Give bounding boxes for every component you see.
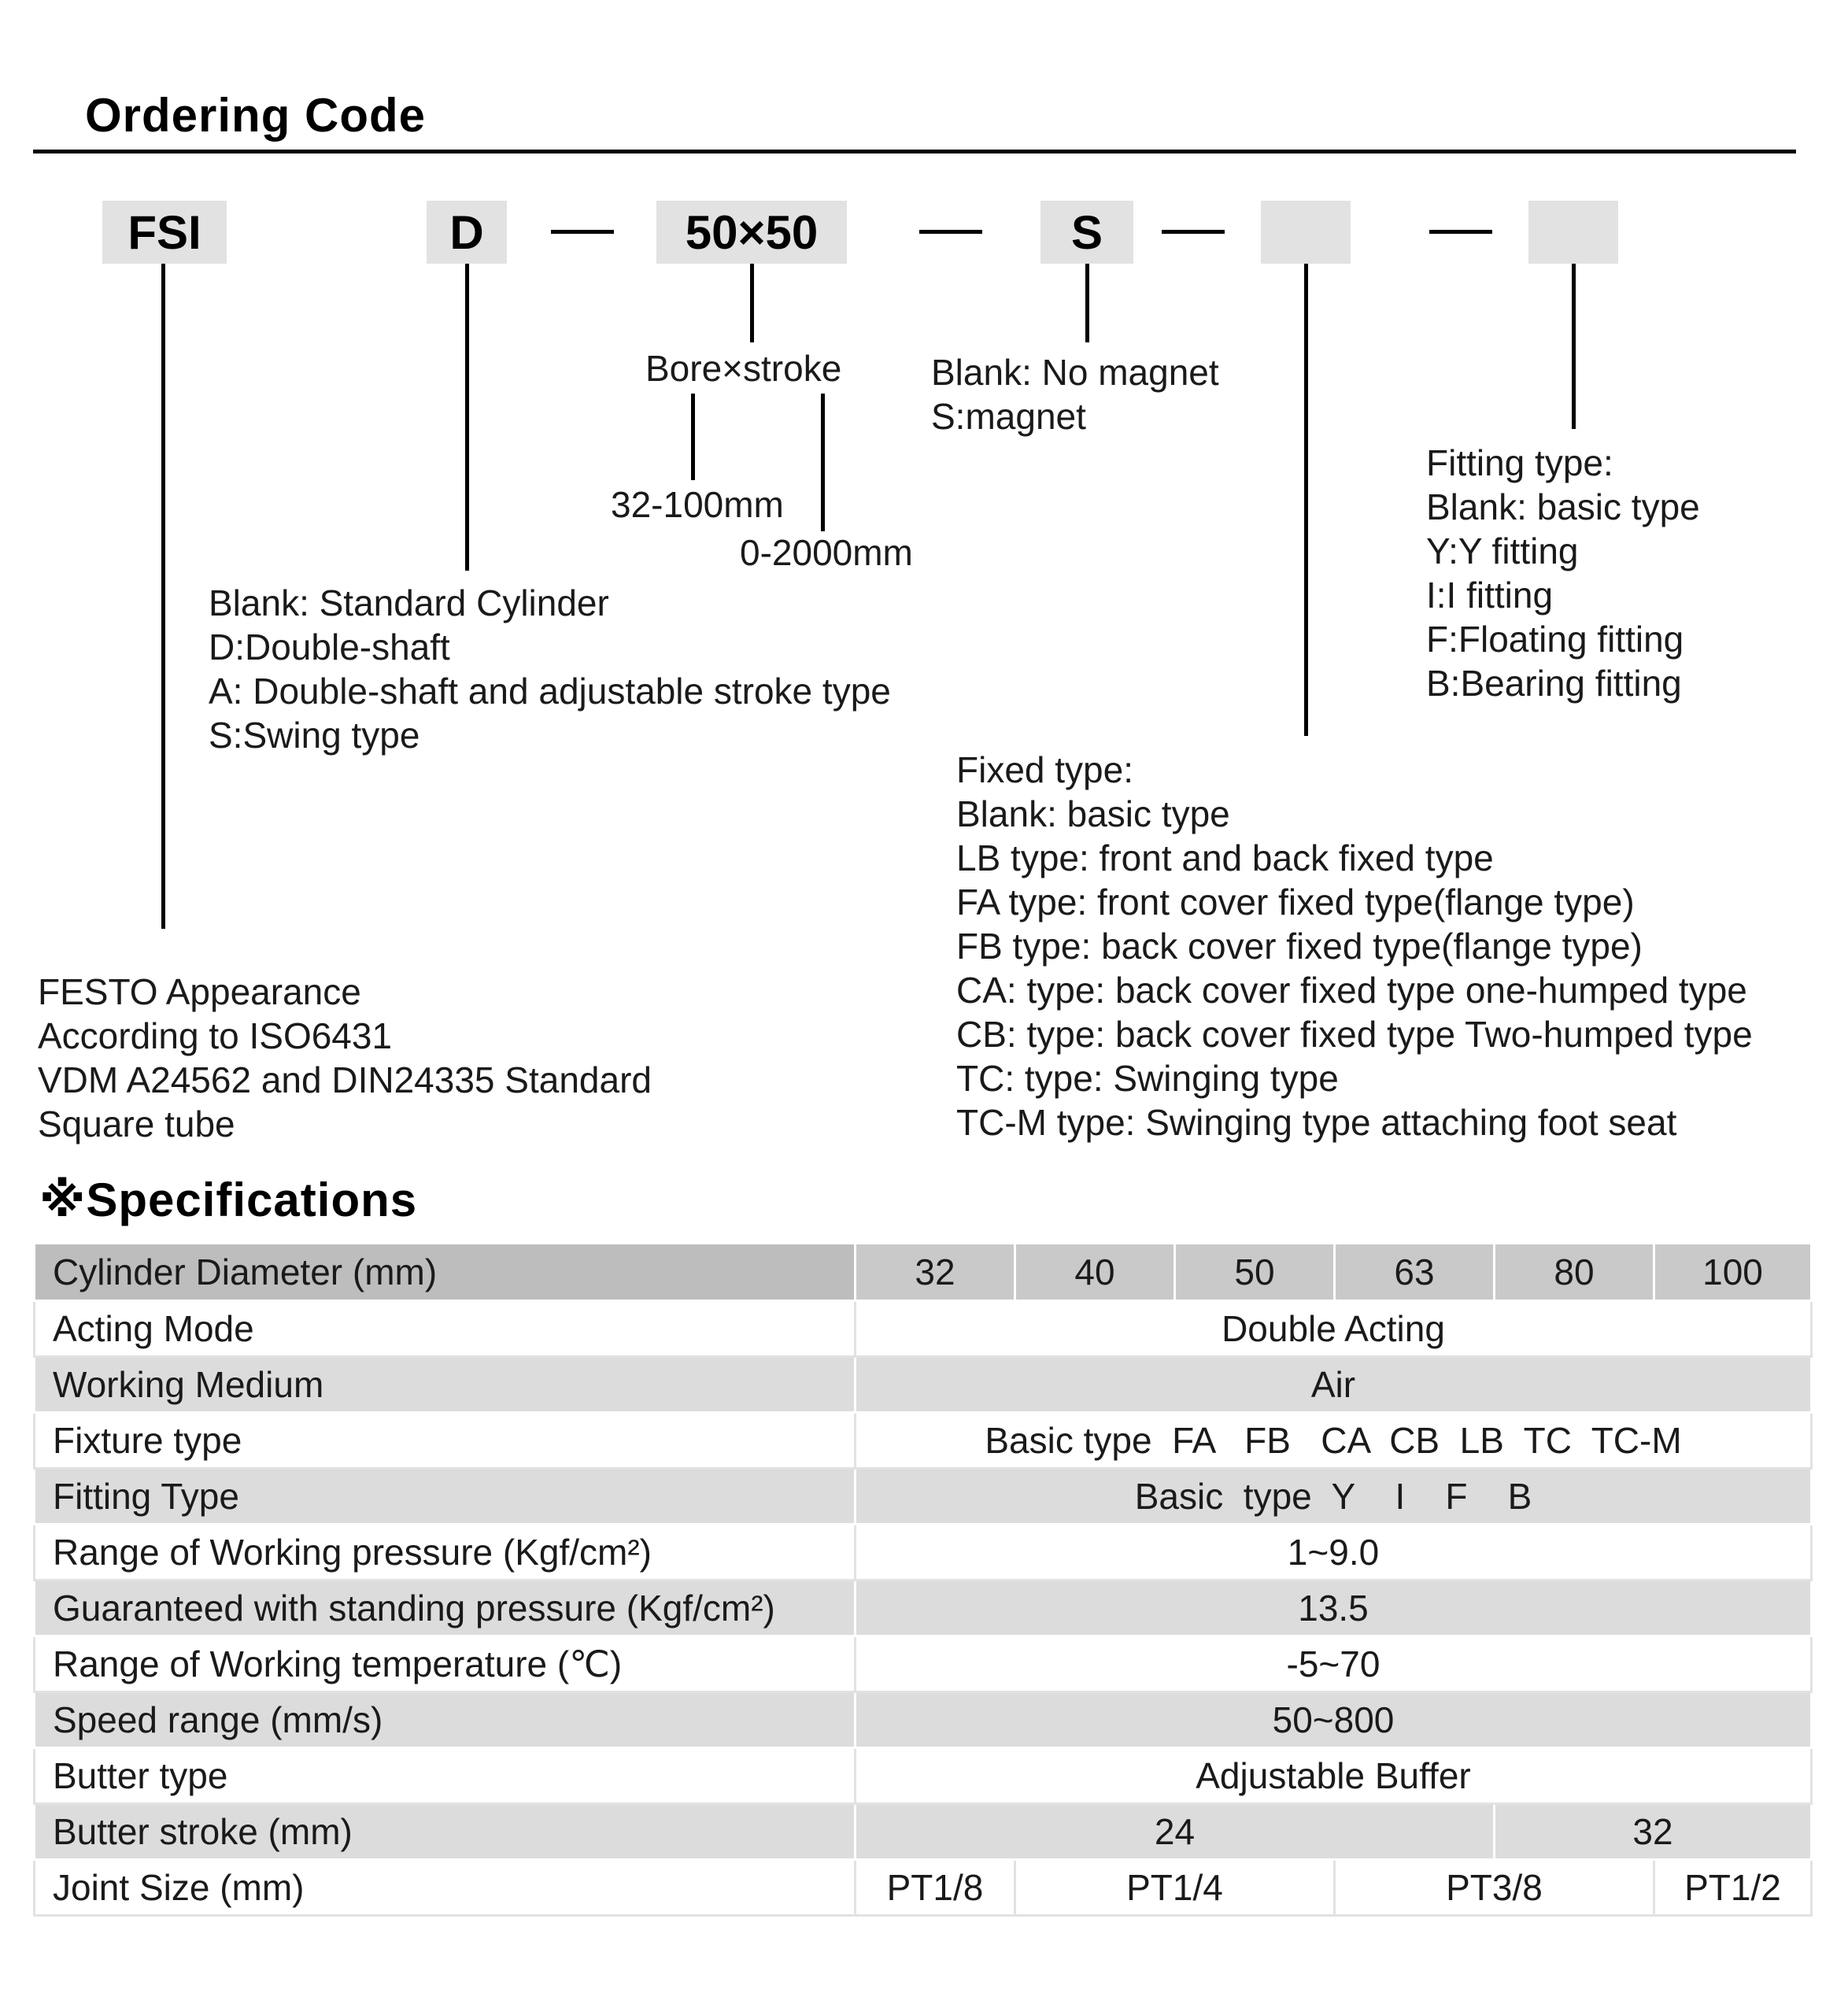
row-label: Fixture type — [35, 1413, 856, 1469]
row-value: PT1/2 — [1654, 1860, 1812, 1916]
fixed-type-option: TC-M type: Swinging type attaching foot seat — [956, 1102, 1677, 1143]
row-value: Basic type FA FB CA CB LB TC TC-M — [856, 1413, 1812, 1469]
row-value: 32 — [1495, 1804, 1812, 1860]
leader-line-fitting-type — [1572, 264, 1576, 429]
series-line: VDM A24562 and DIN24335 Standard — [38, 1059, 652, 1100]
table-row — [35, 1748, 1812, 1804]
header-label: Cylinder Diameter (mm) — [35, 1244, 856, 1301]
cylinder-type-option: D:Double-shaft — [209, 627, 450, 667]
leader-line-fixed-type — [1304, 264, 1308, 736]
table-row — [35, 1525, 1812, 1581]
diameter-cell: 50 — [1175, 1244, 1335, 1301]
fixed-type-option: FB type: back cover fixed type(flange type) — [956, 926, 1643, 967]
leader-line-magnet — [1085, 264, 1089, 342]
title-underline — [33, 150, 1796, 153]
table-row — [35, 1692, 1812, 1748]
row-label: Speed range (mm/s) — [35, 1692, 856, 1748]
code-box-fixed-type — [1261, 201, 1351, 264]
diameter-cell: 80 — [1495, 1244, 1654, 1301]
row-value: Air — [856, 1357, 1812, 1413]
fitting-type-heading: Fitting type: — [1426, 442, 1613, 483]
fitting-type-option: F:Floating fitting — [1426, 619, 1684, 660]
row-value: Adjustable Buffer — [856, 1748, 1812, 1804]
row-value: PT3/8 — [1335, 1860, 1654, 1916]
row-label: Butter type — [35, 1748, 856, 1804]
row-value: -5~70 — [856, 1636, 1812, 1692]
fixed-type-option: FA type: front cover fixed type(flange type) — [956, 882, 1635, 922]
series-line: Square tube — [38, 1104, 235, 1144]
row-label: Fitting Type — [35, 1469, 856, 1525]
specifications-title: ※Specifications — [39, 1174, 418, 1226]
table-row — [35, 1301, 1812, 1357]
code-dash — [551, 230, 614, 234]
row-label: Butter stroke (mm) — [35, 1804, 856, 1860]
row-value: Double Acting — [856, 1301, 1812, 1357]
row-label: Range of Working pressure (Kgf/cm²) — [35, 1525, 856, 1581]
magnet-option: Blank: No magnet — [931, 352, 1219, 393]
code-box-magnet: S — [1040, 201, 1133, 264]
table-row — [35, 1469, 1812, 1525]
bore-stroke-label: Bore×stroke — [645, 348, 842, 389]
series-line: According to ISO6431 — [38, 1015, 393, 1056]
fixed-type-heading: Fixed type: — [956, 749, 1133, 790]
diameter-cell: 100 — [1654, 1244, 1812, 1301]
series-line: FESTO Appearance — [38, 971, 361, 1012]
leader-line-stroke — [821, 394, 825, 531]
cylinder-type-option: S:Swing type — [209, 715, 420, 756]
code-box-size: 50×50 — [656, 201, 847, 264]
cylinder-type-options — [209, 581, 891, 757]
code-dash — [1429, 230, 1492, 234]
code-box-series: FSI — [102, 201, 227, 264]
diameter-cell: 63 — [1335, 1244, 1495, 1301]
row-value: 50~800 — [856, 1692, 1812, 1748]
code-dash — [919, 230, 982, 234]
row-label: Working Medium — [35, 1357, 856, 1413]
table-row — [35, 1357, 1812, 1413]
series-description — [38, 970, 652, 1146]
row-value: PT1/4 — [1015, 1860, 1335, 1916]
table-header-row — [35, 1244, 1812, 1301]
fixed-type-option: CA: type: back cover fixed type one-humped type — [956, 970, 1747, 1011]
code-box-fitting-type — [1528, 201, 1618, 264]
fixed-type-option: CB: type: back cover fixed type Two-humped type — [956, 1014, 1753, 1055]
row-value: 13.5 — [856, 1581, 1812, 1636]
table-row — [35, 1581, 1812, 1636]
row-label: Joint Size (mm) — [35, 1860, 856, 1916]
row-label: Guaranteed with standing pressure (Kgf/cm²) — [35, 1581, 856, 1636]
code-dash — [1162, 230, 1225, 234]
row-value: PT1/8 — [856, 1860, 1015, 1916]
row-label: Acting Mode — [35, 1301, 856, 1357]
leader-line-bore — [691, 394, 695, 480]
row-value: Basic type Y I F B — [856, 1469, 1812, 1525]
table-row — [35, 1636, 1812, 1692]
fitting-type-option: B:Bearing fitting — [1426, 663, 1682, 704]
stroke-range: 0-2000mm — [740, 532, 913, 573]
fitting-type-option: Blank: basic type — [1426, 486, 1700, 527]
ordering-code-title: Ordering Code — [85, 89, 427, 142]
row-value: 1~9.0 — [856, 1525, 1812, 1581]
leader-line-size — [750, 264, 754, 342]
row-value: 24 — [856, 1804, 1495, 1860]
code-box-type: D — [427, 201, 507, 264]
magnet-option: S:magnet — [931, 396, 1086, 437]
bore-range: 32-100mm — [611, 484, 784, 525]
fixed-type-option: TC: type: Swinging type — [956, 1058, 1339, 1099]
cylinder-type-option: A: Double-shaft and adjustable stroke type — [209, 671, 891, 712]
diameter-cell: 32 — [856, 1244, 1015, 1301]
diameter-cell: 40 — [1015, 1244, 1175, 1301]
magnet-options — [931, 350, 1219, 438]
table-row — [35, 1413, 1812, 1469]
fixed-type-options — [956, 748, 1753, 1144]
leader-line-series — [161, 264, 165, 929]
fitting-type-options — [1426, 441, 1700, 705]
table-row — [35, 1860, 1812, 1916]
table-row — [35, 1804, 1812, 1860]
fixed-type-option: Blank: basic type — [956, 793, 1230, 834]
leader-line-type — [465, 264, 469, 571]
cylinder-type-option: Blank: Standard Cylinder — [209, 582, 609, 623]
specifications-table — [33, 1242, 1813, 1917]
fitting-type-option: I:I fitting — [1426, 575, 1554, 616]
fitting-type-option: Y:Y fitting — [1426, 531, 1579, 571]
row-label: Range of Working temperature (℃) — [35, 1636, 856, 1692]
fixed-type-option: LB type: front and back fixed type — [956, 837, 1494, 878]
